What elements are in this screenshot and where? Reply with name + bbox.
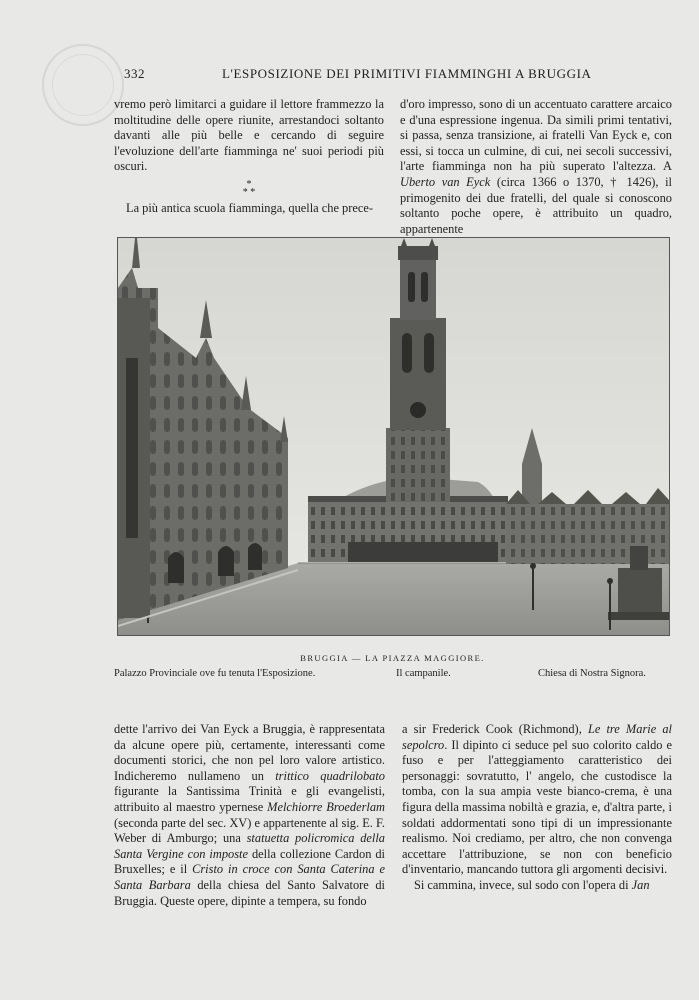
top-left-column (114, 97, 384, 217)
bottom-left-column (114, 722, 385, 909)
running-title: L'ESPOSIZIONE DEI PRIMITIVI FIAMMINGHI A BRUGGIA (222, 66, 592, 81)
paragraph: La più antica scuola fiamminga, quella che prece- (126, 200, 374, 215)
figure-title: BRUGGIA — LA PIAZZA MAGGIORE. (300, 653, 485, 663)
paragraph: dette l'arrivo dei Van Eyck a Bruggia, è rappresentata da alcune opere più, certamente, interessanti come documenti storici, che non pel loro valore artistico. Indicheremo nullameno un trittico quadrilobato figurante la Santissima Trinità e gli evangelisti, attribuito al maestro ypernese Melchiorre Broederlam (seconda parte del sec. XV) e appartenente al sig. E. F. Weber di Amburgo; una statuetta policromica della Santa Vergine con imposte della collezione Cardon di Bruxelles; e il Cristo in croce con Santa Caterina e Santa Barbara della chiesa del Santo Salvatore di Bruggia. Queste opere, dipinte a tempera, su fondo (114, 722, 386, 908)
italic-name: Jan (631, 877, 650, 892)
italic-title: statuetta policromica della Santa Vergine con imposte (114, 831, 385, 861)
photo-piazza-bruggia (117, 237, 670, 636)
italic-name: Uberto van Eyck (400, 174, 491, 189)
library-stamp (42, 44, 124, 126)
paragraph: d'oro impresso, sono di un accentuato carattere arcaico e d'una espressione ingenua. Da simili primi tentativi, si passa, senza transizione, ai fratelli Van Eyck e, con essi, si tocca un culmine, di cui, nei secoli successivi, l'arte fiamminga non ha più superato l'altezza. A Uberto van Eyck (circa 1366 o 1370, † 1426), il primogenito dei due fratelli, del quale si conoscono soltanto poche opere, è attribuito un quadro, appartenente (400, 97, 672, 236)
paragraph: a sir Frederick Cook (Richmond), Le tre Marie al sepolcro. Il dipinto ci seduce pel suo colorito caldo e fuso e per l'atteggiamento caratteristico dei personaggi: sovratutto, l' angelo, che custodisce la tomba, con la sua ampia veste bianco-crema, è una figura della massima nobiltà e grazia, e, d'altra parte, i soldati addormentati sono tipi di un impressionante realismo. Noi crediamo, per altro, che non convenga accettare l'attribuzione, se non con beneficio d'inventario, mancando tuttora gli argomenti decisivi. (402, 722, 672, 877)
page-number: 332 (124, 66, 145, 81)
asterism-divider: * * * (242, 178, 256, 198)
italic-title: trittico quadrilobato (275, 768, 385, 783)
italic-title: Cristo in croce con Santa Caterina e Santa Barbara (114, 862, 385, 892)
top-right-column (400, 97, 672, 237)
italic-name: Melchiorre Broederlam (267, 799, 386, 814)
italic-title: Le tre Marie al sepolcro (402, 722, 672, 752)
paragraph: Si cammina, invece, sul sodo con l'opera di Jan (414, 877, 650, 892)
bottom-right-column (402, 722, 672, 894)
figure-label-middle: Il campanile. (396, 668, 451, 679)
figure-label-left: Palazzo Provinciale ove fu tenuta l'Esposizione. (114, 668, 316, 679)
figure-label-right: Chiesa di Nostra Signora. (538, 668, 646, 679)
paragraph: vremo però limitarci a guidare il lettore frammezzo la moltitudine delle opere riunite, arrestandoci soltanto davanti alle più belle e cercando di seguire l'evoluzione dell'arte fiamminga ne' suoi periodi più oscuri. (114, 97, 384, 174)
